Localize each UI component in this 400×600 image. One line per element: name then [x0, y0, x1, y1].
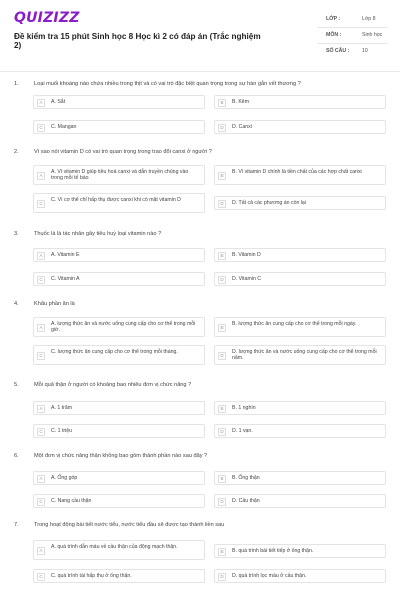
option-letter: B	[218, 548, 226, 556]
option-letter: A	[37, 252, 45, 260]
option-text: B. lượng thức ăn cung cấp cho cơ thể trong mỗi ngày.	[232, 320, 357, 327]
option-letter: D	[218, 124, 226, 132]
option-a[interactable]	[33, 317, 205, 337]
option-text: D. 1 vạn.	[232, 428, 253, 434]
option-text: D. Vitamin C	[232, 276, 262, 282]
option-letter: A	[37, 405, 45, 413]
option-letter: A	[37, 99, 45, 107]
option-text: A. 1 trăm	[51, 405, 73, 411]
option-text: A. Vitamin E	[51, 252, 80, 258]
option-letter: B	[218, 324, 226, 332]
option-text: C. Vitamin A	[51, 276, 80, 282]
option-letter: C	[37, 200, 45, 208]
meta-value: Sinh học	[362, 32, 383, 38]
option-c[interactable]	[33, 272, 205, 286]
option-b[interactable]	[214, 248, 386, 262]
option-d[interactable]	[214, 424, 386, 438]
option-text: D. Tất cả các phương án còn lại	[232, 200, 306, 206]
option-b[interactable]	[214, 317, 386, 337]
question-text: Thuốc lá là tác nhân gây tiêu huỷ loại vitamin nào ?	[34, 231, 162, 237]
option-c[interactable]	[33, 345, 205, 365]
option-a[interactable]	[33, 248, 205, 262]
question-number: 5.	[14, 382, 19, 388]
question-number: 2.	[14, 149, 19, 155]
option-d[interactable]	[214, 569, 386, 583]
option-text: B. Kẽm	[232, 99, 250, 105]
option-b[interactable]	[214, 401, 386, 415]
option-text: C. 1 triệu	[51, 428, 73, 434]
question-number: 6.	[14, 453, 19, 459]
option-text: D. Cầu thận	[232, 498, 260, 504]
option-b[interactable]	[214, 165, 386, 185]
option-d[interactable]	[214, 494, 386, 508]
option-letter: C	[37, 124, 45, 132]
option-c[interactable]	[33, 120, 205, 134]
option-letter: A	[37, 475, 45, 483]
meta-grade	[318, 13, 388, 26]
meta-value: 10	[362, 48, 368, 54]
meta-subject	[318, 29, 388, 42]
worksheet-header	[0, 0, 400, 70]
option-letter: B	[218, 172, 226, 180]
meta-value: Lớp 8	[362, 16, 376, 22]
option-text: A. quá trình dẫn máu về cầu thận của động mạch thận.	[51, 543, 178, 550]
option-text: C. Mangan	[51, 124, 77, 130]
option-d[interactable]	[214, 345, 386, 365]
question-text: Mỗi quả thận ở người có khoảng bao nhiêu đơn vị chức năng ?	[34, 382, 192, 388]
option-letter: C	[37, 428, 45, 436]
option-a[interactable]	[33, 165, 205, 185]
option-a[interactable]	[33, 95, 205, 109]
question-number: 1.	[14, 81, 19, 87]
meta-question-count	[318, 45, 388, 58]
question-number: 3.	[14, 231, 19, 237]
option-text: A. Sắt	[51, 99, 66, 105]
meta-label: MÔN :	[326, 32, 342, 38]
option-text: C. Nang cầu thận	[51, 498, 92, 504]
option-letter: D	[218, 200, 226, 208]
option-c[interactable]	[33, 424, 205, 438]
option-b[interactable]	[214, 95, 386, 109]
option-letter: C	[37, 352, 45, 360]
question-text: Khẩu phần ăn là	[34, 301, 75, 307]
meta-divider	[318, 27, 388, 28]
option-c[interactable]	[33, 569, 205, 583]
option-text: D. Canxi	[232, 124, 252, 130]
option-letter: D	[218, 498, 226, 506]
option-letter: C	[37, 498, 45, 506]
option-letter: D	[218, 573, 226, 581]
option-b[interactable]	[214, 471, 386, 485]
meta-label: LỚP :	[326, 16, 341, 22]
option-text: B. Vitamin D	[232, 252, 261, 258]
option-text: A. lượng thức ăn và nước uống cung cấp cho cơ thể trong mỗi giờ.	[51, 320, 196, 334]
option-letter: D	[218, 352, 226, 360]
option-letter: B	[218, 405, 226, 413]
option-letter: C	[37, 573, 45, 581]
option-letter: A	[37, 547, 45, 555]
meta-label: SỐ CÂU :	[326, 48, 350, 54]
option-d[interactable]	[214, 272, 386, 286]
question-text: Vì sao nói vitamin D có vai trò quan trọng trong trao đổi canxi ở người ?	[34, 149, 212, 155]
option-letter: B	[218, 99, 226, 107]
question-number: 4.	[14, 301, 19, 307]
option-text: B. Ống thận	[232, 475, 260, 481]
quizizz-logo: QUIZIZZ	[14, 10, 80, 26]
option-text: C. quá trình tái hấp thụ ở ống thận.	[51, 573, 132, 579]
option-d[interactable]	[214, 120, 386, 134]
option-text: D. lượng thức ăn và nước uống cung cấp cho cơ thể trong mỗi năm.	[232, 348, 377, 362]
option-b[interactable]	[214, 544, 386, 558]
question-number: 7.	[14, 522, 19, 528]
option-text: A. Vì vitamin D giúp tiêu hoá canxi và dẫn truyền chúng vào trong mỗi tế bào	[51, 168, 189, 182]
option-c[interactable]	[33, 193, 205, 213]
question-text: Một đơn vị chức năng thận không bao gồm thành phần nào sau đây ?	[34, 453, 208, 459]
question-text: Trong hoạt động bài tiết nước tiểu, nước tiểu đầu sẽ được tạo thành liền sau	[34, 522, 225, 528]
option-c[interactable]	[33, 494, 205, 508]
option-letter: D	[218, 428, 226, 436]
meta-divider	[318, 43, 388, 44]
option-letter: A	[37, 172, 45, 180]
option-d[interactable]	[214, 196, 386, 210]
option-text: A. Ống góp	[51, 475, 78, 481]
option-text: B. 1 nghìn	[232, 405, 256, 411]
page-title: Đề kiểm tra 15 phút Sinh học 8 Học kì 2 có đáp án (Trắc nghiệm 2)	[14, 32, 261, 50]
option-letter: D	[218, 276, 226, 284]
option-text: C. Vì cơ thể chỉ hấp thụ được canxi khi có mặt vitamin D	[51, 196, 181, 203]
option-letter: B	[218, 252, 226, 260]
option-a[interactable]	[33, 471, 205, 485]
option-a[interactable]	[33, 401, 205, 415]
option-letter: A	[37, 324, 45, 332]
option-text: B. quá trình bài tiết tiếp ở ống thận.	[232, 548, 314, 554]
option-a[interactable]	[33, 540, 205, 560]
header-divider	[0, 71, 400, 72]
question-text: Loại muối khoáng nào chứa nhiều trong thịt và có vai trò đặc biệt quan trọng trong sự hàn gắn vết thương ?	[34, 81, 301, 87]
option-letter: B	[218, 475, 226, 483]
option-text: C. lượng thức ăn cung cấp cho cơ thể trong mỗi tháng.	[51, 348, 178, 355]
option-text: D. quá trình lọc máu ở cầu thận.	[232, 573, 307, 579]
option-text: B. Vì vitamin D chính là tiền chất của các hợp chất canxi	[232, 168, 362, 175]
option-letter: C	[37, 276, 45, 284]
